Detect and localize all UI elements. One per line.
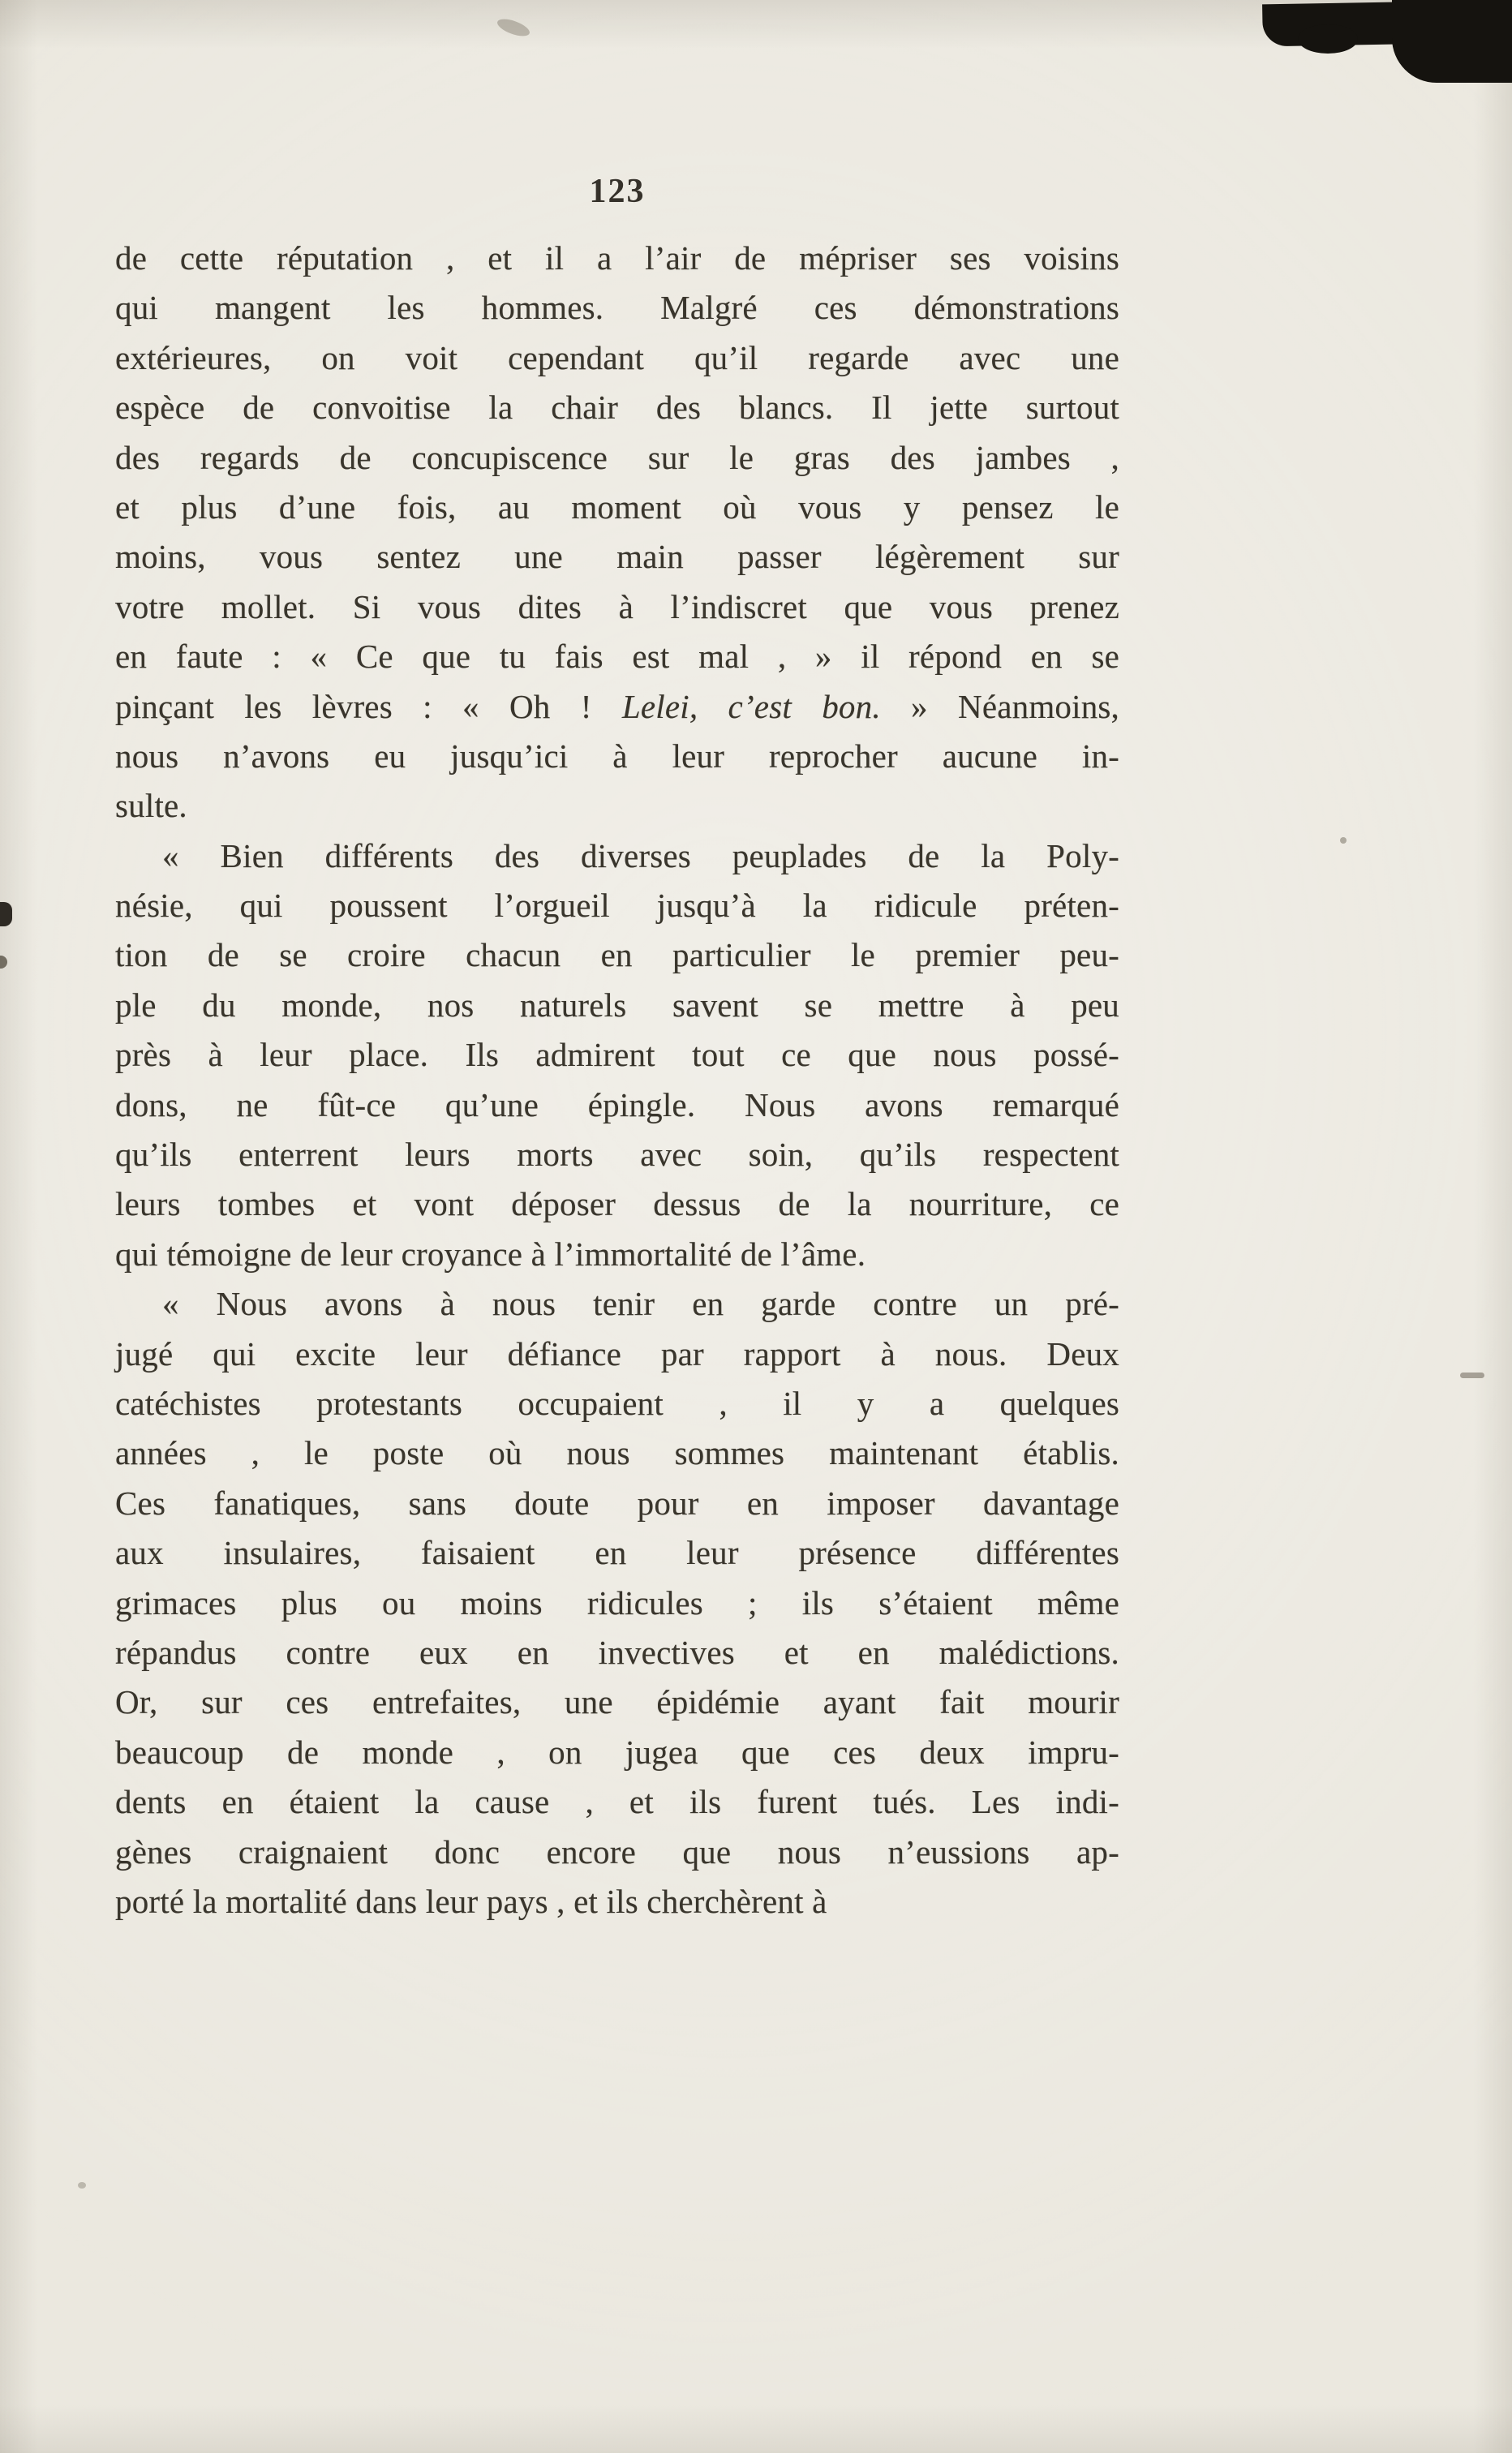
- italic-text-segment: Lelei, c’est bon.: [621, 687, 881, 725]
- text-line: [115, 532, 1119, 582]
- text-line: [115, 831, 1119, 881]
- text-segment: aux insulaires, faisaient en leur présence différentes: [115, 1534, 1119, 1572]
- text-segment: espèce de convoitise la chair des blancs. Il jette surtout: [115, 389, 1119, 427]
- text-line: [115, 781, 1119, 831]
- text-line: [115, 1877, 1119, 1927]
- text-line: [115, 1179, 1119, 1229]
- text-line: [115, 1428, 1119, 1478]
- text-segment: leurs tombes et vont déposer dessus de la nourriture, ce: [115, 1185, 1119, 1223]
- scan-artifact-left-edge-mark: [0, 902, 12, 926]
- text-segment: porté la mortalité dans leur pays , et ils cherchèrent à: [115, 1882, 827, 1920]
- text-segment: qui mangent les hommes. Malgré ces démonstrations: [115, 289, 1119, 327]
- text-segment: années , le poste où nous sommes maintenant établis.: [115, 1434, 1119, 1472]
- scan-artifact-top-right-corner: [1392, 0, 1512, 83]
- text-line: [115, 433, 1119, 483]
- text-line: [115, 1528, 1119, 1578]
- text-segment: qui témoigne de leur croyance à l’immortalité de l’âme.: [115, 1235, 866, 1273]
- scan-artifact-top-right-bump: [1298, 24, 1358, 54]
- text-line: [115, 1379, 1119, 1428]
- paragraph: [115, 831, 1119, 1280]
- text-line: [115, 732, 1119, 781]
- text-segment: nous n’avons eu jusqu’ici à leur reprocher aucune in-: [115, 737, 1119, 775]
- text-line: [115, 333, 1119, 383]
- text-segment: des regards de concupiscence sur le gras des jambes ,: [115, 438, 1119, 476]
- text-segment: jugé qui excite leur défiance par rapport à nous. Deux: [115, 1334, 1119, 1373]
- text-line: [115, 383, 1119, 432]
- scan-artifact-speck: [1340, 837, 1347, 844]
- text-line: [115, 1579, 1119, 1628]
- text-line: [115, 1678, 1119, 1727]
- text-line: [115, 1279, 1119, 1329]
- text-segment: tion de se croire chacun en particulier le premier peu-: [115, 936, 1119, 974]
- text-segment: répandus contre eux en invectives et en malédictions.: [115, 1633, 1119, 1671]
- text-line: [115, 930, 1119, 980]
- text-segment: Or, sur ces entrefaites, une épidémie ayant fait mourir: [115, 1683, 1119, 1721]
- text-segment: de cette réputation , et il a l’air de mépriser ses voisins: [115, 239, 1119, 277]
- scan-artifact-left-edge-mark-2: [0, 956, 7, 969]
- scan-artifact-top-smudge: [496, 15, 532, 39]
- text-segment: dents en étaient la cause , et ils furent tués. Les indi-: [115, 1783, 1119, 1821]
- text-segment: ple du monde, nos naturels savent se mettre à peu: [115, 986, 1119, 1024]
- paragraph: [115, 1279, 1119, 1927]
- page-number: 123: [589, 173, 646, 210]
- text-line: [115, 283, 1119, 333]
- text-line: [115, 881, 1119, 930]
- text-line: [115, 1728, 1119, 1777]
- text-segment: qu’ils enterrent leurs morts avec soin, qu’ils respectent: [115, 1136, 1119, 1174]
- text-segment: votre mollet. Si vous dites à l’indiscret que vous prenez: [115, 587, 1119, 625]
- text-segment: nésie, qui poussent l’orgueil jusqu’à la ridicule préten-: [115, 887, 1119, 925]
- text-segment: en faute : « Ce que tu fais est mal , » il répond en se: [115, 638, 1119, 676]
- text-segment: grimaces plus ou moins ridicules ; ils s’étaient même: [115, 1583, 1119, 1622]
- scan-artifact-speck-2: [78, 2182, 86, 2189]
- text-line: [115, 981, 1119, 1030]
- text-line: [115, 1479, 1119, 1528]
- text-line: [115, 1230, 1119, 1279]
- text-segment: moins, vous sentez une main passer légèrement sur: [115, 538, 1119, 576]
- text-line: [115, 1828, 1119, 1877]
- text-segment: Ces fanatiques, sans doute pour en imposer davantage: [115, 1484, 1119, 1522]
- text-line: [115, 632, 1119, 681]
- text-block: [115, 234, 1119, 1927]
- text-line: [115, 582, 1119, 632]
- text-segment: près à leur place. Ils admirent tout ce que nous possé-: [115, 1036, 1119, 1074]
- text-line: [115, 1330, 1119, 1379]
- text-line: [115, 1777, 1119, 1827]
- text-segment: « Bien différents des diverses peuplades de la Poly-: [162, 836, 1119, 874]
- text-line: [115, 483, 1119, 532]
- text-line: [115, 682, 1119, 732]
- text-segment: « Nous avons à nous tenir en garde contre un pré-: [162, 1285, 1119, 1323]
- scan-artifact-right-dash: [1460, 1373, 1484, 1378]
- text-line: [115, 1130, 1119, 1179]
- text-segment: catéchistes protestants occupaient , il y a quelques: [115, 1384, 1119, 1422]
- text-segment: » Néanmoins,: [880, 687, 1120, 725]
- text-line: [115, 234, 1119, 283]
- text-segment: beaucoup de monde , on jugea que ces deux impru-: [115, 1733, 1119, 1771]
- paragraph: [115, 234, 1119, 831]
- text-segment: sulte.: [115, 787, 187, 825]
- text-segment: extérieures, on voit cependant qu’il regarde avec une: [115, 338, 1119, 376]
- text-line: [115, 1628, 1119, 1678]
- text-segment: pinçant les lèvres : « Oh !: [115, 687, 622, 725]
- text-segment: dons, ne fût-ce qu’une épingle. Nous avons remarqué: [115, 1085, 1119, 1123]
- text-line: [115, 1030, 1119, 1080]
- text-segment: gènes craignaient donc encore que nous n’eussions ap-: [115, 1832, 1119, 1871]
- text-segment: et plus d’une fois, au moment où vous y pensez le: [115, 488, 1119, 526]
- text-line: [115, 1080, 1119, 1130]
